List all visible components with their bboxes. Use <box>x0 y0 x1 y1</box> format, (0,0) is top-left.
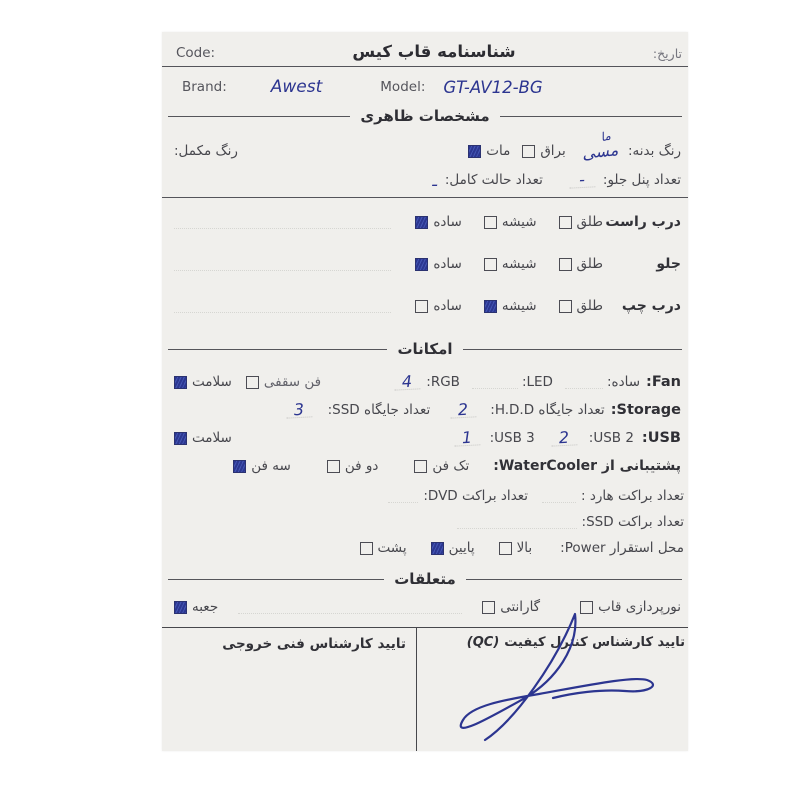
door-right-plain: ساده <box>415 214 462 230</box>
checkbox-door-left-plain <box>415 300 428 313</box>
dotted-line <box>174 216 391 229</box>
full-state-label: تعداد حالت کامل: <box>444 172 543 188</box>
door-left-plain: ساده <box>415 298 462 314</box>
brand-value-handwritten: Awest <box>270 77 323 97</box>
power-position-label: محل استقرار Power: <box>560 540 684 556</box>
brand-model-row <box>162 72 688 102</box>
signature-footer <box>162 627 688 751</box>
ssd-bracket-row <box>162 511 688 533</box>
door-left-plexi: طلق <box>559 298 603 314</box>
divider-line <box>168 349 387 350</box>
ceiling-fan-label: فن سقفی <box>263 374 322 390</box>
door-right-glass: شیشه <box>484 214 537 230</box>
door-right-plexi: طلق <box>559 214 603 230</box>
ssd-bays-label: تعداد جایگاه SSD: <box>327 402 431 418</box>
usb2-label: USB 2: <box>588 430 634 446</box>
power-position-row <box>162 537 688 559</box>
ssd-bracket-label: تعداد براکت SSD: <box>581 514 684 530</box>
model-value-handwritten: GT-AV12-BG <box>443 77 543 97</box>
dvd-bracket-label: تعداد براکت DVD: <box>423 488 529 504</box>
fan-led-label: LED: <box>521 374 553 390</box>
hard-dvd-bracket-row <box>162 485 688 507</box>
power-top-option: بالا <box>499 540 533 556</box>
dotted-line <box>565 376 603 389</box>
front-plain: ساده <box>415 256 462 272</box>
divider-line <box>463 349 682 350</box>
checkbox-box <box>174 601 187 614</box>
divider-line <box>500 116 682 117</box>
ssd-bays-value-handwritten: 3 <box>285 402 312 418</box>
checkbox-single-fan <box>414 460 427 473</box>
qc-approval-label: تایید کارشناس کنترل کیفیت (QC) <box>466 635 685 650</box>
checkbox-front-glass <box>484 258 497 271</box>
power-bottom-option: پایین <box>431 540 475 556</box>
box-option: جعبه <box>174 599 218 615</box>
checkbox-triple-fan <box>233 460 246 473</box>
checkbox-usb-health <box>174 432 187 445</box>
checkbox-door-right-plain <box>415 216 428 229</box>
front-panel-label: تعداد پنل جلو: <box>602 172 681 188</box>
hdd-bays-label: تعداد جایگاه H.D.D: <box>490 402 605 418</box>
checkbox-matte <box>468 145 481 158</box>
qc-approval-cell <box>416 628 688 751</box>
body-color-value-handwritten: مسی ما <box>580 127 619 163</box>
fan-health-option <box>174 374 232 390</box>
divider-line <box>162 197 688 198</box>
checkbox-ceiling-fan <box>246 376 259 389</box>
checkbox-door-left-plexi <box>559 300 572 313</box>
fan-row <box>162 371 688 393</box>
checkbox-front-plexi <box>559 258 572 271</box>
front-label: جلو <box>656 256 681 272</box>
complement-color-label: رنگ مکمل: <box>174 143 238 159</box>
front-row <box>162 253 688 275</box>
dotted-line <box>174 258 391 271</box>
glossy-option <box>522 143 565 159</box>
full-state-value-handwritten: ـ <box>432 170 437 190</box>
door-left-glass: شیشه <box>484 298 537 314</box>
triple-fan-option: سه فن <box>233 458 291 474</box>
section-appearance-header <box>162 106 688 126</box>
section-appearance-title: مشخصات ظاهری <box>360 107 490 125</box>
form-title: شناسنامه قاب کیس <box>352 42 516 61</box>
checkbox-fan-health <box>174 376 187 389</box>
usb3-value-handwritten: 1 <box>453 430 480 446</box>
fan-label: Fan: <box>646 374 681 390</box>
body-color-label: رنگ بدنه: <box>627 143 681 159</box>
glossy-label: براق <box>540 143 566 159</box>
dotted-line <box>542 490 576 503</box>
fan-rgb-label: RGB: <box>426 374 460 390</box>
code-label: Code: <box>176 45 216 61</box>
checkbox-door-right-glass <box>484 216 497 229</box>
checkbox-power-top <box>499 542 512 555</box>
usb-label: USB: <box>641 430 681 446</box>
fan-health-label: سلامت <box>192 374 232 390</box>
usb3-label: USB 3: <box>489 430 535 446</box>
checkbox-dual-fan <box>327 460 340 473</box>
section-features-header <box>162 339 688 359</box>
door-left-row <box>162 295 688 317</box>
form-header <box>162 32 688 67</box>
tech-approval-label: تایید کارشناس فنی خروجی <box>222 636 406 652</box>
watercooler-label: پشتیبانی از WaterCooler: <box>493 458 681 474</box>
dual-fan-option: دو فن <box>327 458 379 474</box>
door-right-row <box>162 211 688 233</box>
ceiling-fan-option <box>246 374 321 390</box>
checkbox-power-bottom <box>431 542 444 555</box>
section-features-title: امکانات <box>397 340 453 358</box>
body-color-note-handwritten: ما <box>598 127 612 144</box>
checkbox-glossy <box>522 145 535 158</box>
dotted-line <box>457 516 577 529</box>
dotted-line <box>472 376 518 389</box>
front-panel-value-handwritten: - <box>569 172 596 188</box>
usb-health-option <box>174 430 232 446</box>
model-label: Model: <box>380 79 426 95</box>
brand-label: Brand: <box>182 79 227 95</box>
front-plexi: طلق <box>559 256 603 272</box>
divider-line <box>168 116 350 117</box>
matte-option <box>468 143 510 159</box>
hard-bracket-label: تعداد براکت هارد : <box>581 488 684 504</box>
checkbox-power-back <box>360 542 373 555</box>
section-accessories-header <box>162 569 688 589</box>
usb-row <box>162 427 688 449</box>
door-right-label: درب راست <box>605 214 681 230</box>
storage-label: Storage: <box>610 402 681 418</box>
fan-plain-label: ساده: <box>606 374 641 390</box>
single-fan-option: تک فن <box>414 458 469 474</box>
checkbox-door-left-glass <box>484 300 497 313</box>
divider-line <box>466 579 682 580</box>
storage-row <box>162 399 688 421</box>
panel-count-row <box>162 169 688 191</box>
checkbox-front-plain <box>415 258 428 271</box>
tech-approval-cell <box>162 628 416 751</box>
matte-label: مات <box>486 143 511 159</box>
section-accessories-title: متعلقات <box>394 570 456 588</box>
fan-rgb-value-handwritten: 4 <box>394 374 421 390</box>
case-id-form-paper <box>162 32 688 751</box>
qc-signature <box>423 608 673 751</box>
checkbox-door-right-plexi <box>559 216 572 229</box>
hdd-bays-value-handwritten: 2 <box>450 402 477 418</box>
watercooler-row <box>162 455 688 477</box>
power-back-option: پشت <box>360 540 407 556</box>
usb2-value-handwritten: 2 <box>550 430 577 446</box>
dotted-line <box>174 300 391 313</box>
qc-suffix: (QC) <box>466 635 500 650</box>
lighting-option: نورپردازی قاب <box>580 599 681 615</box>
front-glass: شیشه <box>484 256 537 272</box>
door-left-label: درب چپ <box>621 298 681 314</box>
warranty-option: گارانتی <box>482 599 540 615</box>
usb-health-label: سلامت <box>192 430 232 446</box>
dotted-line <box>388 490 418 503</box>
body-color-row <box>162 127 688 163</box>
divider-line <box>168 579 384 580</box>
date-label: تاریخ: <box>652 46 682 61</box>
